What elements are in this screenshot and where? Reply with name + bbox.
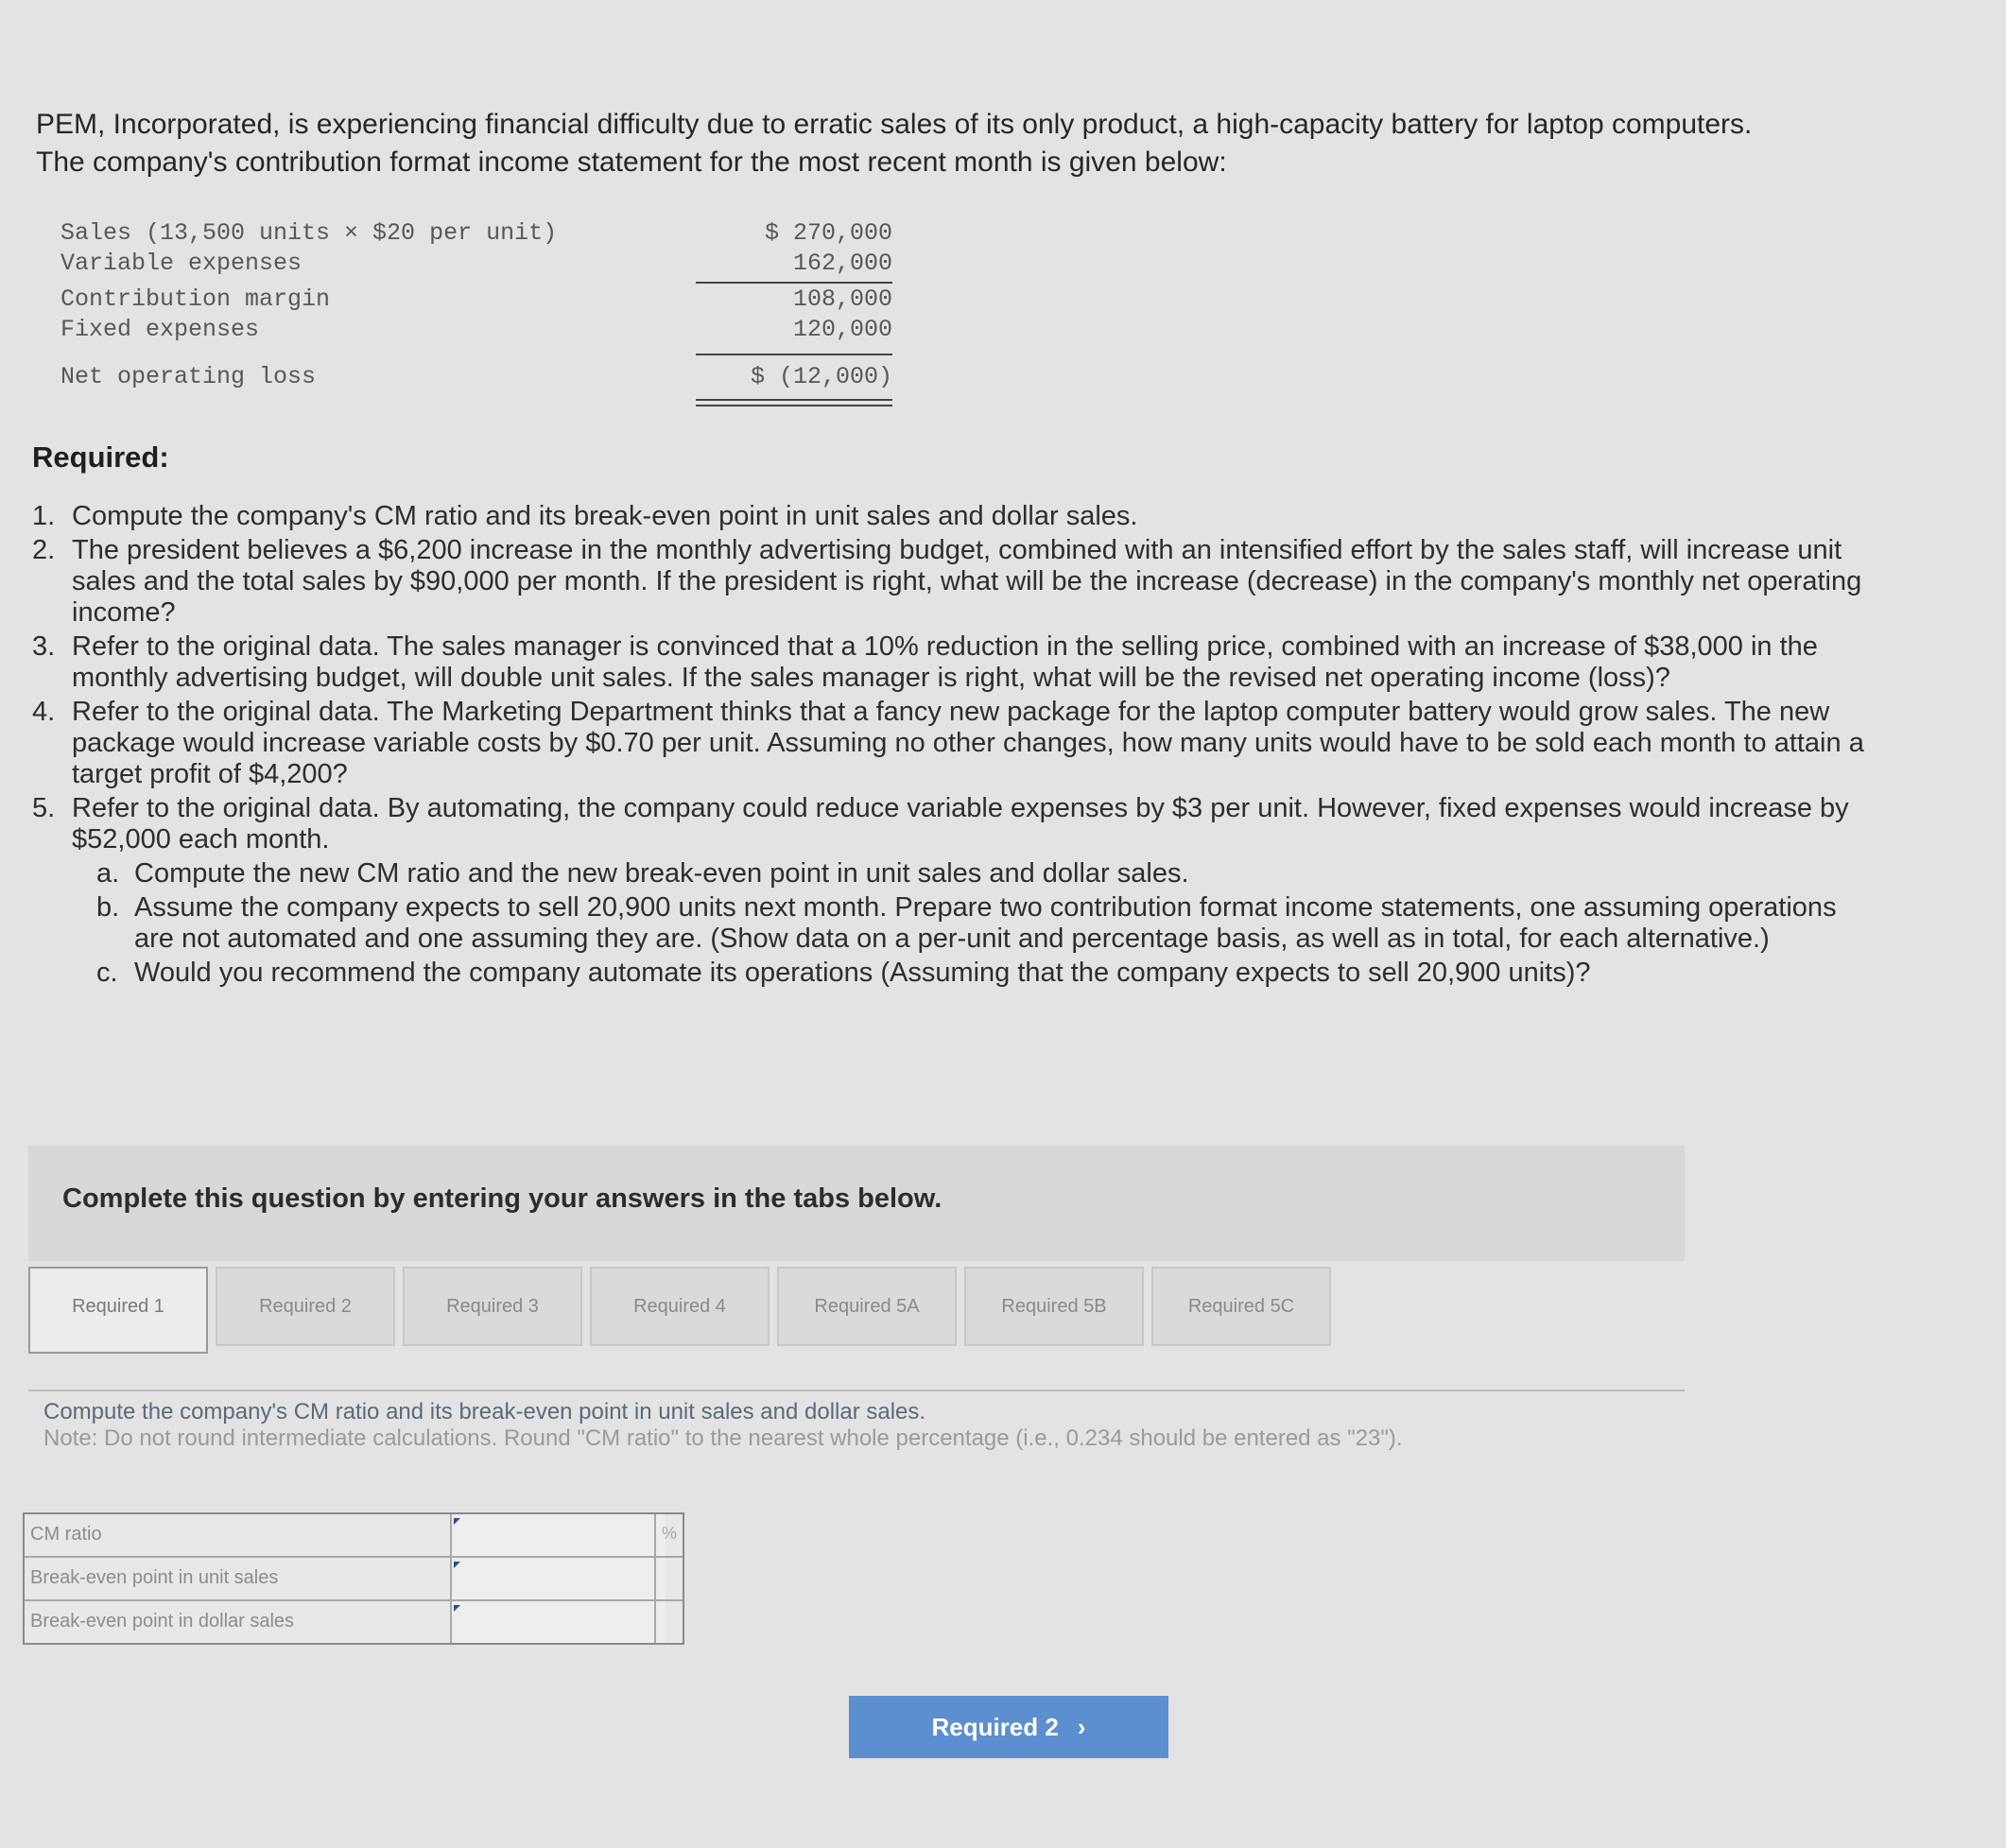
requirement-number: 2. <box>32 535 56 565</box>
tab-required-4[interactable]: Required 4 <box>590 1267 770 1346</box>
answer-label: CM ratio <box>30 1524 102 1545</box>
requirement-number: 4. <box>32 697 56 727</box>
answer-row-break-even-units <box>25 1558 683 1601</box>
tab-required-1[interactable]: Required 1 <box>28 1267 208 1354</box>
statement-row-contribution-margin <box>61 285 892 318</box>
requirement-item <box>32 501 1866 532</box>
statement-amount: $ 270,000 <box>764 219 892 247</box>
statement-label: Contribution margin <box>61 285 331 313</box>
instruction-main: Compute the company's CM ratio and its break-even point in unit sales and dollar sales. <box>43 1399 926 1425</box>
input-marker-icon <box>454 1562 460 1568</box>
tab-required-3[interactable]: Required 3 <box>403 1267 582 1346</box>
answer-row-cm-ratio <box>25 1514 683 1558</box>
tab-divider <box>28 1390 1685 1391</box>
requirement-text: Refer to the original data. The sales manager is convinced that a 10% reduction in the selling price, combined with an increase of $38,000 in the monthly advertising budget, will double unit sales. If the sales manager is right, what will be the revised net operating income (loss)? <box>72 631 1818 693</box>
statement-row-fixed-expenses <box>61 316 892 348</box>
tab-required-5c[interactable]: Required 5C <box>1151 1267 1331 1346</box>
statement-amount: 120,000 <box>792 316 892 343</box>
break-even-dollars-input[interactable] <box>450 1601 666 1643</box>
statement-label: Variable expenses <box>61 250 303 277</box>
problem-intro: PEM, Incorporated, is experiencing financial difficulty due to erratic sales of its only product, a high-capacity battery for laptop computers. The company's contribution format income statement for the most recent month is given below: <box>36 109 1753 178</box>
input-marker-icon <box>454 1605 460 1612</box>
requirement-text: The president believes a $6,200 increase in the monthly advertising budget, combined with an intensified effort by the sales staff, will increase unit sales and the total sales by $90,000 per month. If the president is right, what will be the increase (decrease) in the company's monthly net operating income? <box>72 535 1862 628</box>
requirement-text: Compute the company's CM ratio and its break-even point in unit sales and dollar sales. <box>72 501 1138 531</box>
requirement-item <box>32 793 1866 855</box>
requirement-text: Refer to the original data. By automating, the company could reduce variable expenses by $3 per unit. However, fixed expenses would increase by $52,000 each month. <box>72 793 1849 855</box>
sub-requirement-letter: b. <box>96 892 120 923</box>
requirements-list <box>32 501 1866 992</box>
answer-label: Break-even point in dollar sales <box>30 1611 295 1632</box>
subtotal-rule <box>696 282 892 284</box>
tab-required-2[interactable]: Required 2 <box>216 1267 395 1346</box>
statement-label: Net operating loss <box>61 363 317 390</box>
subtotal-rule <box>696 354 892 355</box>
statement-label: Fixed expenses <box>61 316 260 343</box>
chevron-right-icon: › <box>1077 1713 1086 1741</box>
input-marker-icon <box>454 1518 460 1525</box>
double-rule-bottom <box>696 405 892 406</box>
tab-bar <box>28 1267 1685 1348</box>
statement-amount: 162,000 <box>792 250 892 277</box>
panel-instruction: Complete this question by entering your answers in the tabs below. <box>62 1183 942 1214</box>
requirement-number: 5. <box>32 793 56 823</box>
break-even-units-input[interactable] <box>450 1558 666 1599</box>
next-tab-button[interactable] <box>849 1696 1168 1758</box>
sub-requirement-item <box>32 858 1866 889</box>
statement-row-variable-expenses <box>61 250 892 282</box>
requirement-number: 3. <box>32 631 56 662</box>
sub-requirement-letter: a. <box>96 858 120 889</box>
answer-table <box>23 1512 684 1645</box>
percent-unit: % <box>654 1514 683 1556</box>
answer-row-break-even-dollars <box>25 1601 683 1643</box>
sub-requirement-item <box>32 892 1866 955</box>
unit-cell <box>654 1558 683 1599</box>
statement-amount: 108,000 <box>792 285 892 313</box>
statement-row-sales <box>61 219 892 251</box>
tab-required-5a[interactable]: Required 5A <box>777 1267 957 1346</box>
requirement-item <box>32 697 1866 790</box>
required-heading: Required: <box>32 440 169 474</box>
double-rule-top <box>696 399 892 401</box>
sub-requirement-item <box>32 958 1866 989</box>
statement-amount: $ (12,000) <box>750 363 892 390</box>
requirement-number: 1. <box>32 501 56 531</box>
statement-label: Sales (13,500 units × $20 per unit) <box>61 219 558 247</box>
sub-requirement-letter: c. <box>96 958 118 988</box>
tab-required-5b[interactable]: Required 5B <box>964 1267 1144 1346</box>
sub-requirement-text: Would you recommend the company automate its operations (Assuming that the company expects to sell 20,900 units)? <box>134 958 1591 988</box>
instructions-panel <box>28 1146 1685 1261</box>
answer-label: Break-even point in unit sales <box>30 1567 279 1588</box>
tab-instruction <box>43 1399 1603 1452</box>
sub-requirement-text: Assume the company expects to sell 20,900 units next month. Prepare two contribution format income statements, one assuming operations are not automated and one assuming they are. (Show data on a per-unit and percentage basis, as well as in total, for each alternative.) <box>134 892 1837 954</box>
sub-requirement-text: Compute the new CM ratio and the new break-even point in unit sales and dollar sales. <box>134 858 1189 889</box>
requirement-text: Refer to the original data. The Marketing Department thinks that a fancy new package for the laptop computer battery would grow sales. The new package would increase variable costs by $0.70 per unit. Assuming no other changes, how many units would have to be sold each month to attain a target profit of $4,200? <box>72 697 1864 789</box>
next-button-label: Required 2 <box>931 1713 1059 1741</box>
requirement-item <box>32 631 1866 694</box>
unit-cell <box>654 1601 683 1643</box>
cm-ratio-input[interactable] <box>450 1514 666 1556</box>
instruction-note: Note: Do not round intermediate calculations. Round "CM ratio" to the nearest whole percentage (i.e., 0.234 should be entered as "23"). <box>43 1425 1403 1451</box>
requirement-item <box>32 535 1866 629</box>
statement-row-net-operating-loss <box>61 363 892 395</box>
